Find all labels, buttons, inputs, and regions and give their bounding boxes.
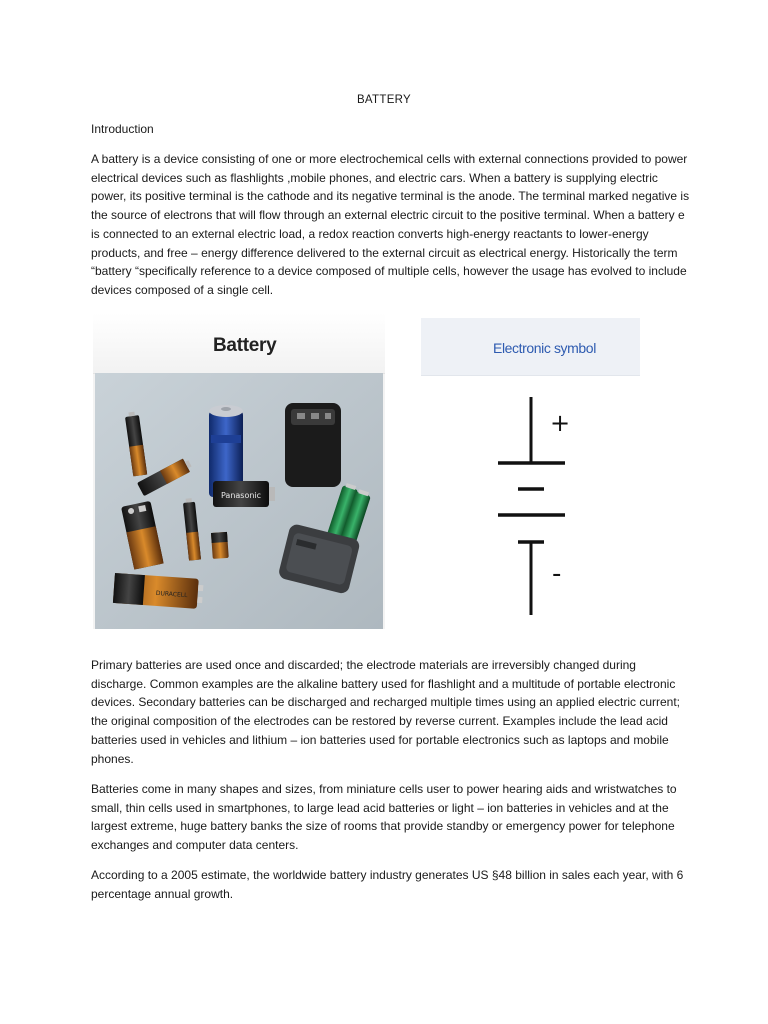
battery-pack-black (285, 403, 341, 487)
minus-sign: - (552, 559, 562, 589)
plus-sign: + (550, 409, 571, 437)
panasonic-cell (213, 481, 275, 507)
section-heading: Introduction (91, 122, 154, 136)
battery-photo-figure (93, 313, 385, 629)
battery-photo-image (95, 373, 383, 629)
paragraph-intro: A battery is a device consisting of one or more electrochemical cells with external connections provided to power electrical devices such as flashlights ,mobile phones, and electric cars. When a battery is supplying electric power, its positive terminal is the cathode and its negative terminal is the anode. The terminal marked negative is the source of electrons that will flow through an external electric circuit to the positive terminal. When a battery e is connected to an external electric load, a redox reaction converts high-energy reactants to lower-energy products, and free – energy difference delivered to the external circuit as electrical energy. Historically the term “battery “specifically reference to a device composed of multiple cells, however the usage has evolved to include devices composed of a single cell. (91, 152, 690, 297)
paragraph-shapes-sizes: Batteries come in many shapes and sizes, from miniature cells user to power hearing aids and wristwatches to small, thin cells used in smartphones, to large lead acid batteries or light – ion batteries in vehicles and at the largest extreme, huge battery banks the size of rooms that provide standby or emergency power for telephone exchanges and computer data centers. (91, 782, 677, 853)
paragraph-primary-secondary: Primary batteries are used once and discarded; the electrode materials are irreversibly changed during discharge. Common examples are the alkaline battery used for flashlight and a multitude of portable electronic devices. Secondary batteries can be discharged and recharged multiple times using an applied electric current; the original composition of the electrodes can be restored by reverse current. Examples include the lead acid batteries used in vehicles and lithium – ion batteries used for portable electronics such as laptops and mobile phones. (91, 658, 680, 766)
battery-circuit-symbol (421, 375, 640, 624)
nine-volt-lying (113, 573, 204, 609)
panasonic-label: Panasonic (220, 491, 262, 500)
duracell-label: DURACELL (155, 589, 188, 600)
paragraph-industry: According to a 2005 estimate, the worldwide battery industry generates US §48 billion in sales each year, with 6 percentage annual growth. (91, 868, 684, 901)
document-title: BATTERY (356, 94, 412, 106)
battery-photo-title: Battery (213, 335, 277, 356)
battery-symbol-figure (421, 318, 640, 624)
symbol-title: Electronic symbol (493, 340, 596, 356)
aaa-battery (211, 532, 229, 559)
